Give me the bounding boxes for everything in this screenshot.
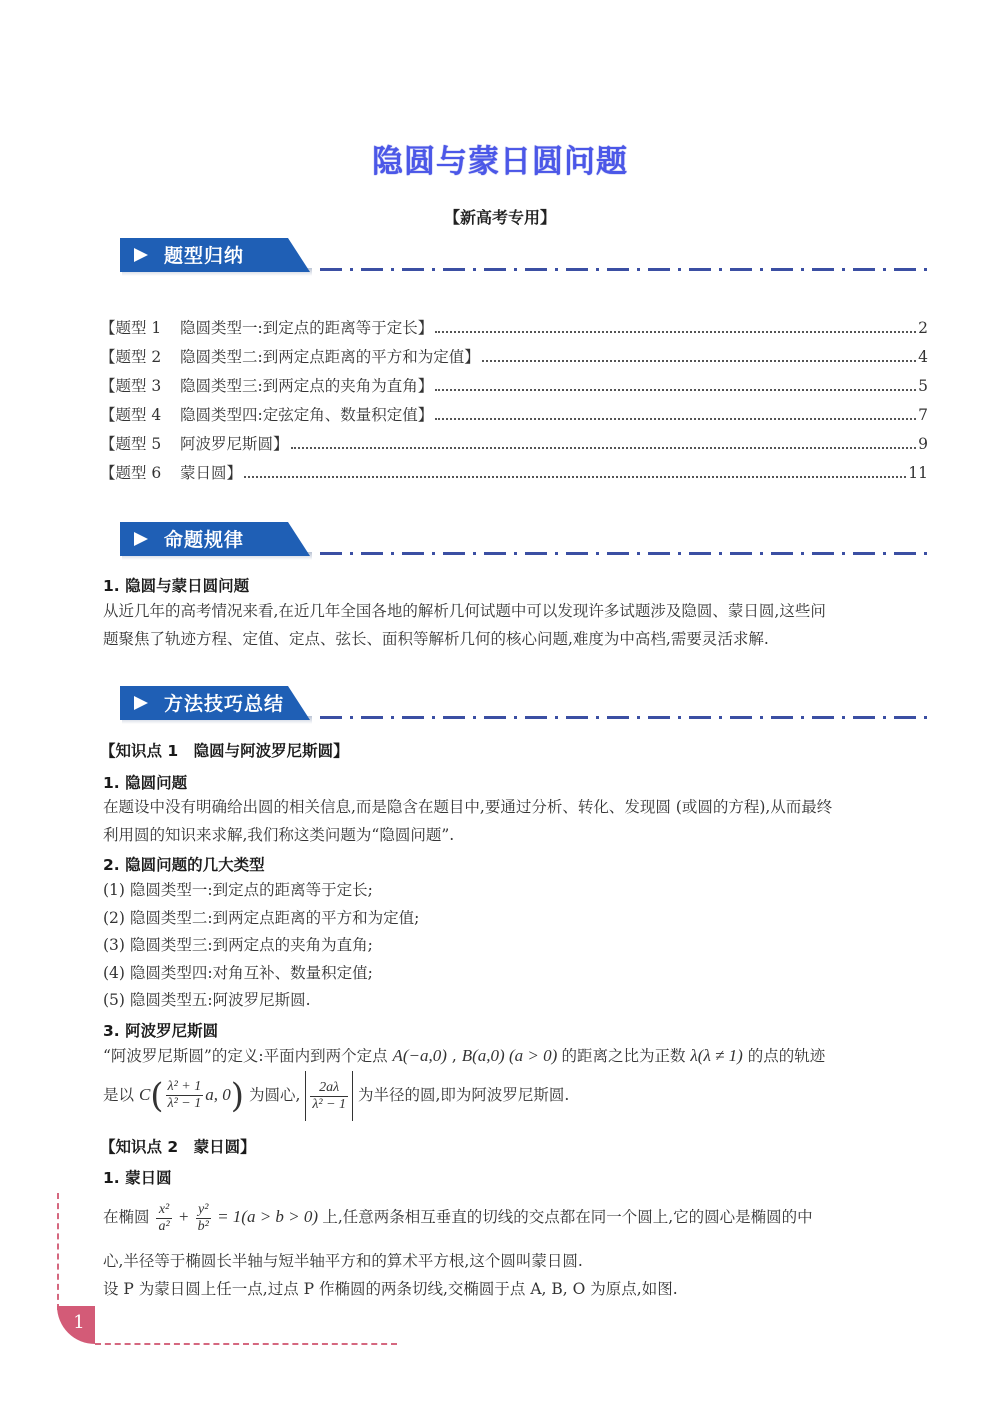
knowledge-point-heading: 【知识点 2 蒙日圆】 [100,1138,256,1156]
toc-entry-number: 【题型 3 [100,377,162,395]
toc-leader-dots [291,446,917,449]
toc-entry[interactable] [100,316,928,345]
document-title: 隐圆与蒙日圆问题 [372,144,628,180]
paragraph-line: 利用圆的知识来求解,我们称这类问题为“隐圆问题”. [103,825,455,844]
fraction-denominator: b² [197,1218,209,1234]
toc-leader-dots [435,417,916,420]
text-run: 的距离之比为正数 [561,1047,691,1065]
toc-entry-title: 隐圆类型四:定弦定角、数量积定值】 [180,406,434,424]
toc-entry-number: 【题型 5 [100,435,162,453]
section-header-rules [120,522,940,562]
toc-entry-page: 11 [908,464,928,482]
text-run: 在椭圆 [103,1208,155,1226]
fraction-numerator: 2aλ [310,1080,348,1097]
paragraph-line [103,1070,933,1120]
math-fraction [196,1202,211,1235]
subsection-heading: 2. 隐圆问题的几大类型 [103,856,265,874]
toc-leader-dots [435,388,916,391]
toc-entry[interactable] [100,345,928,374]
section-divider [320,268,935,271]
paragraph-line: 从近几年的高考情况来看,在近几年全国各地的解析几何试题中可以发现许多试题涉及隐圆、蒙日圆,这些问 [103,602,826,620]
text-run: 的点的轨迹 [742,1047,826,1065]
text-run: “阿波罗尼斯圆”的定义:平面内到两个定点 [103,1047,393,1065]
section-divider [320,552,935,555]
table-of-contents [100,316,928,490]
hidden-circle-types-list [103,877,933,1015]
paragraph-line: 在题设中没有明确给出圆的相关信息,而是隐含在题目中,要通过分析、转化、发现圆 (或圆的方程),从而最终 [103,798,833,816]
toc-entry[interactable] [100,461,928,490]
play-triangle-icon [134,248,148,262]
section-label: 题型归纳 [164,245,245,267]
subsection-heading: 1. 蒙日圆 [103,1169,172,1187]
toc-entry-number: 【题型 2 [100,348,162,366]
document-subtitle: 【新高考专用】 [443,208,556,227]
math-equation: = 1(a > b > 0) [212,1207,323,1226]
toc-leader-dots [482,359,916,362]
rules-heading: 1. 隐圆与蒙日圆问题 [103,577,250,595]
subsection-heading: 1. 隐圆问题 [103,774,188,792]
toc-entry-title: 隐圆类型二:到两定点距离的平方和为定值】 [180,348,480,366]
toc-entry-number: 【题型 4 [100,406,162,424]
math-condition: (a > 0) [504,1046,562,1065]
section-label: 方法技巧总结 [164,693,285,715]
section-divider [320,716,935,719]
play-triangle-icon [134,532,148,546]
knowledge-point-heading: 【知识点 1 隐圆与阿波罗尼斯圆】 [100,742,349,760]
list-item: (2) 隐圆类型二:到两定点距离的平方和为定值; [103,908,420,927]
fraction-numerator: λ² + 1 [167,1079,202,1094]
fraction-numerator: y² [196,1202,211,1219]
math-center-c: C [138,1084,151,1104]
toc-leader-dots [244,475,906,478]
page-number-badge: 1 [57,1306,95,1344]
math-fraction [166,1079,204,1112]
section-header-types [120,238,940,278]
monge-circle-paragraph [103,1192,933,1303]
math-point-b: B(a,0) [461,1046,505,1065]
text-run: 是以 [103,1085,139,1104]
math-text: a, 0 [205,1084,231,1104]
text-run: 为圆心, [244,1085,306,1104]
math-fraction [310,1080,348,1113]
math-absolute-value [305,1071,353,1121]
math-operator: + [173,1207,194,1226]
toc-entry-title: 隐圆类型三:到两定点的夹角为直角】 [180,377,434,395]
list-item: (5) 隐圆类型五:阿波罗尼斯圆. [103,991,311,1009]
text-run: 上,任意两条相互垂直的切线的交点都在同一个圆上,它的圆心是椭圆的中 [322,1208,813,1226]
text-run: , [446,1047,462,1065]
page-footer-dashed-line [95,1343,397,1345]
toc-entry[interactable] [100,403,928,432]
toc-entry-title: 隐圆类型一:到定点的距离等于定长】 [180,319,434,337]
text-run: 为半径的圆,即为阿波罗尼斯圆. [353,1085,570,1104]
list-item: (4) 隐圆类型四:对角互补、数量积定值; [103,963,373,982]
paragraph-line: 心,半径等于椭圆长半轴与短半轴平方和的算术平方根,这个圆叫蒙日圆. [103,1252,583,1270]
toc-entry-page: 7 [918,406,928,424]
section-label: 命题规律 [164,529,245,551]
toc-entry-page: 2 [918,319,928,337]
toc-entry-page: 5 [918,377,928,395]
toc-entry-title: 阿波罗尼斯圆】 [180,435,289,453]
list-item: (1) 隐圆类型一:到定点的距离等于定长; [103,881,373,899]
toc-entry-number: 【题型 1 [100,319,162,337]
toc-leader-dots [435,330,916,333]
paren-close: ) [230,1075,245,1116]
paragraph-line [103,1042,933,1070]
paren-open: ( [150,1075,164,1116]
toc-entry[interactable] [100,432,928,461]
rules-paragraph [103,598,933,653]
math-point-a: A(−a,0) [392,1046,447,1065]
subsection-heading: 3. 阿波罗尼斯圆 [103,1022,219,1040]
toc-entry-page: 4 [918,348,928,366]
paragraph-line: 题聚焦了轨迹方程、定值、定点、弦长、面积等解析几何的核心问题,难度为中高档,需要灵活求解. [103,629,769,648]
fraction-denominator: λ² − 1 [312,1097,347,1112]
play-triangle-icon [134,696,148,710]
paragraph-line [103,1192,933,1242]
fraction-denominator: a² [158,1218,170,1234]
toc-entry-page: 9 [918,435,928,453]
list-item: (3) 隐圆类型三:到两定点的夹角为直角; [103,936,373,954]
fraction-numerator: x² [156,1202,171,1219]
toc-entry-number: 【题型 6 [100,464,162,482]
page-corner-dashed-line [57,1193,59,1310]
paragraph-line: 设 P 为蒙日圆上任一点,过点 P 作椭圆的两条切线,交椭圆于点 A, B, O 为原点,如图. [103,1279,678,1298]
toc-entry[interactable] [100,374,928,403]
fraction-denominator: λ² − 1 [167,1096,202,1111]
toc-entry-title: 蒙日圆】 [180,464,243,482]
math-fraction [156,1202,171,1235]
hidden-circle-paragraph [103,794,933,849]
section-header-methods [120,686,940,726]
apollonius-paragraph [103,1042,933,1120]
math-lambda: λ(λ ≠ 1) [690,1046,743,1065]
